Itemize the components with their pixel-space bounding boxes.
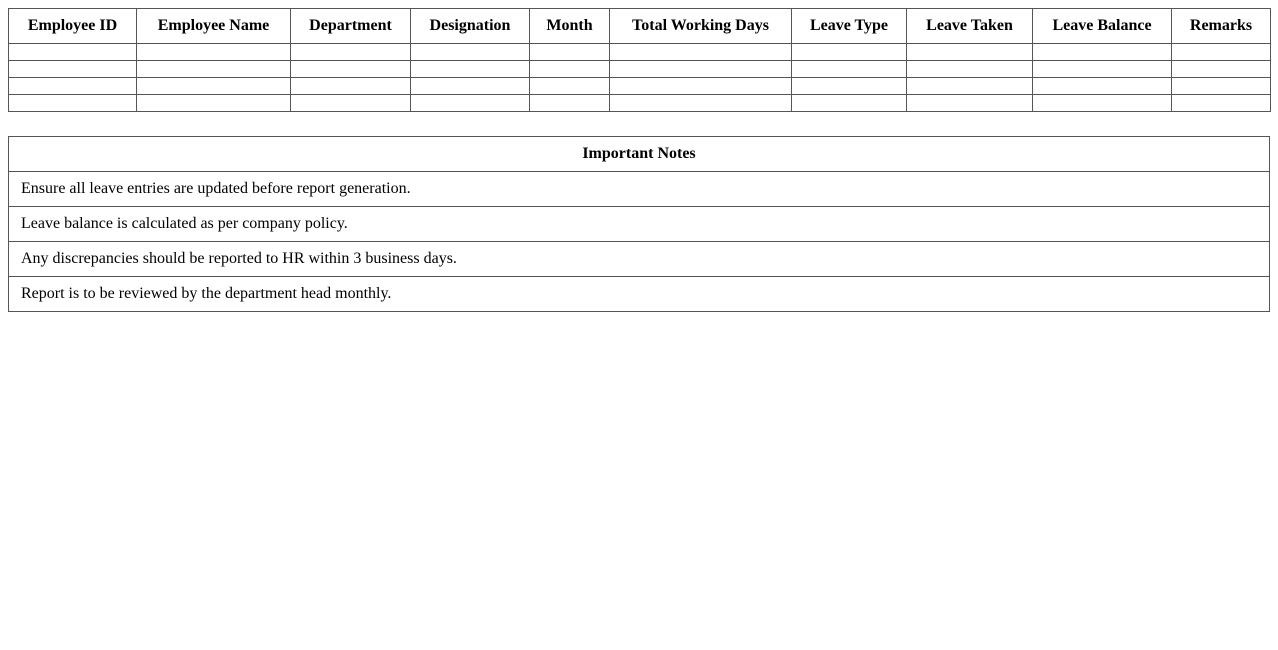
column-header-leave-type: Leave Type (792, 9, 907, 44)
table-cell (907, 61, 1033, 78)
table-cell (907, 44, 1033, 61)
table-cell (530, 44, 610, 61)
table-cell (411, 61, 530, 78)
column-header-designation: Designation (411, 9, 530, 44)
note-row (9, 172, 1270, 207)
table-cell (1033, 78, 1172, 95)
notes-title: Important Notes (9, 137, 1270, 172)
table-cell (137, 44, 291, 61)
table-cell (792, 78, 907, 95)
note-item: Any discrepancies should be reported to HR within 3 business days. (9, 242, 1270, 277)
table-cell (610, 78, 792, 95)
important-notes-table (8, 136, 1270, 312)
table-cell (1172, 78, 1271, 95)
table-cell (411, 95, 530, 112)
table-cell (530, 95, 610, 112)
table-cell (907, 95, 1033, 112)
table-cell (610, 61, 792, 78)
table-cell (9, 95, 137, 112)
column-header-leave-taken: Leave Taken (907, 9, 1033, 44)
table-cell (907, 78, 1033, 95)
column-header-employee-name: Employee Name (137, 9, 291, 44)
table-cell (291, 61, 411, 78)
table-cell (9, 61, 137, 78)
table-cell (137, 95, 291, 112)
table-cell (1172, 61, 1271, 78)
table-header-row (9, 9, 1271, 44)
note-row (9, 277, 1270, 312)
column-header-employee-id: Employee ID (9, 9, 137, 44)
table-cell (610, 95, 792, 112)
note-row (9, 242, 1270, 277)
table-cell (9, 78, 137, 95)
table-cell (1033, 61, 1172, 78)
column-header-leave-balance: Leave Balance (1033, 9, 1172, 44)
note-item: Leave balance is calculated as per company policy. (9, 207, 1270, 242)
table-cell (9, 44, 137, 61)
table-cell (411, 44, 530, 61)
table-cell (610, 44, 792, 61)
table-cell (1033, 44, 1172, 61)
table-row (9, 78, 1271, 95)
table-cell (1172, 95, 1271, 112)
table-cell (792, 95, 907, 112)
table-cell (291, 95, 411, 112)
notes-header-row (9, 137, 1270, 172)
table-cell (291, 78, 411, 95)
leave-report-table (8, 8, 1271, 112)
table-cell (411, 78, 530, 95)
note-item: Report is to be reviewed by the department head monthly. (9, 277, 1270, 312)
column-header-department: Department (291, 9, 411, 44)
table-cell (291, 44, 411, 61)
table-cell (792, 61, 907, 78)
table-row (9, 61, 1271, 78)
table-cell (530, 78, 610, 95)
table-cell (1033, 95, 1172, 112)
column-header-remarks: Remarks (1172, 9, 1271, 44)
table-row (9, 44, 1271, 61)
table-row (9, 95, 1271, 112)
column-header-month: Month (530, 9, 610, 44)
table-body (9, 44, 1271, 112)
note-row (9, 207, 1270, 242)
table-cell (137, 78, 291, 95)
note-item: Ensure all leave entries are updated before report generation. (9, 172, 1270, 207)
column-header-total-working-days: Total Working Days (610, 9, 792, 44)
table-cell (792, 44, 907, 61)
table-cell (137, 61, 291, 78)
table-cell (530, 61, 610, 78)
table-cell (1172, 44, 1271, 61)
